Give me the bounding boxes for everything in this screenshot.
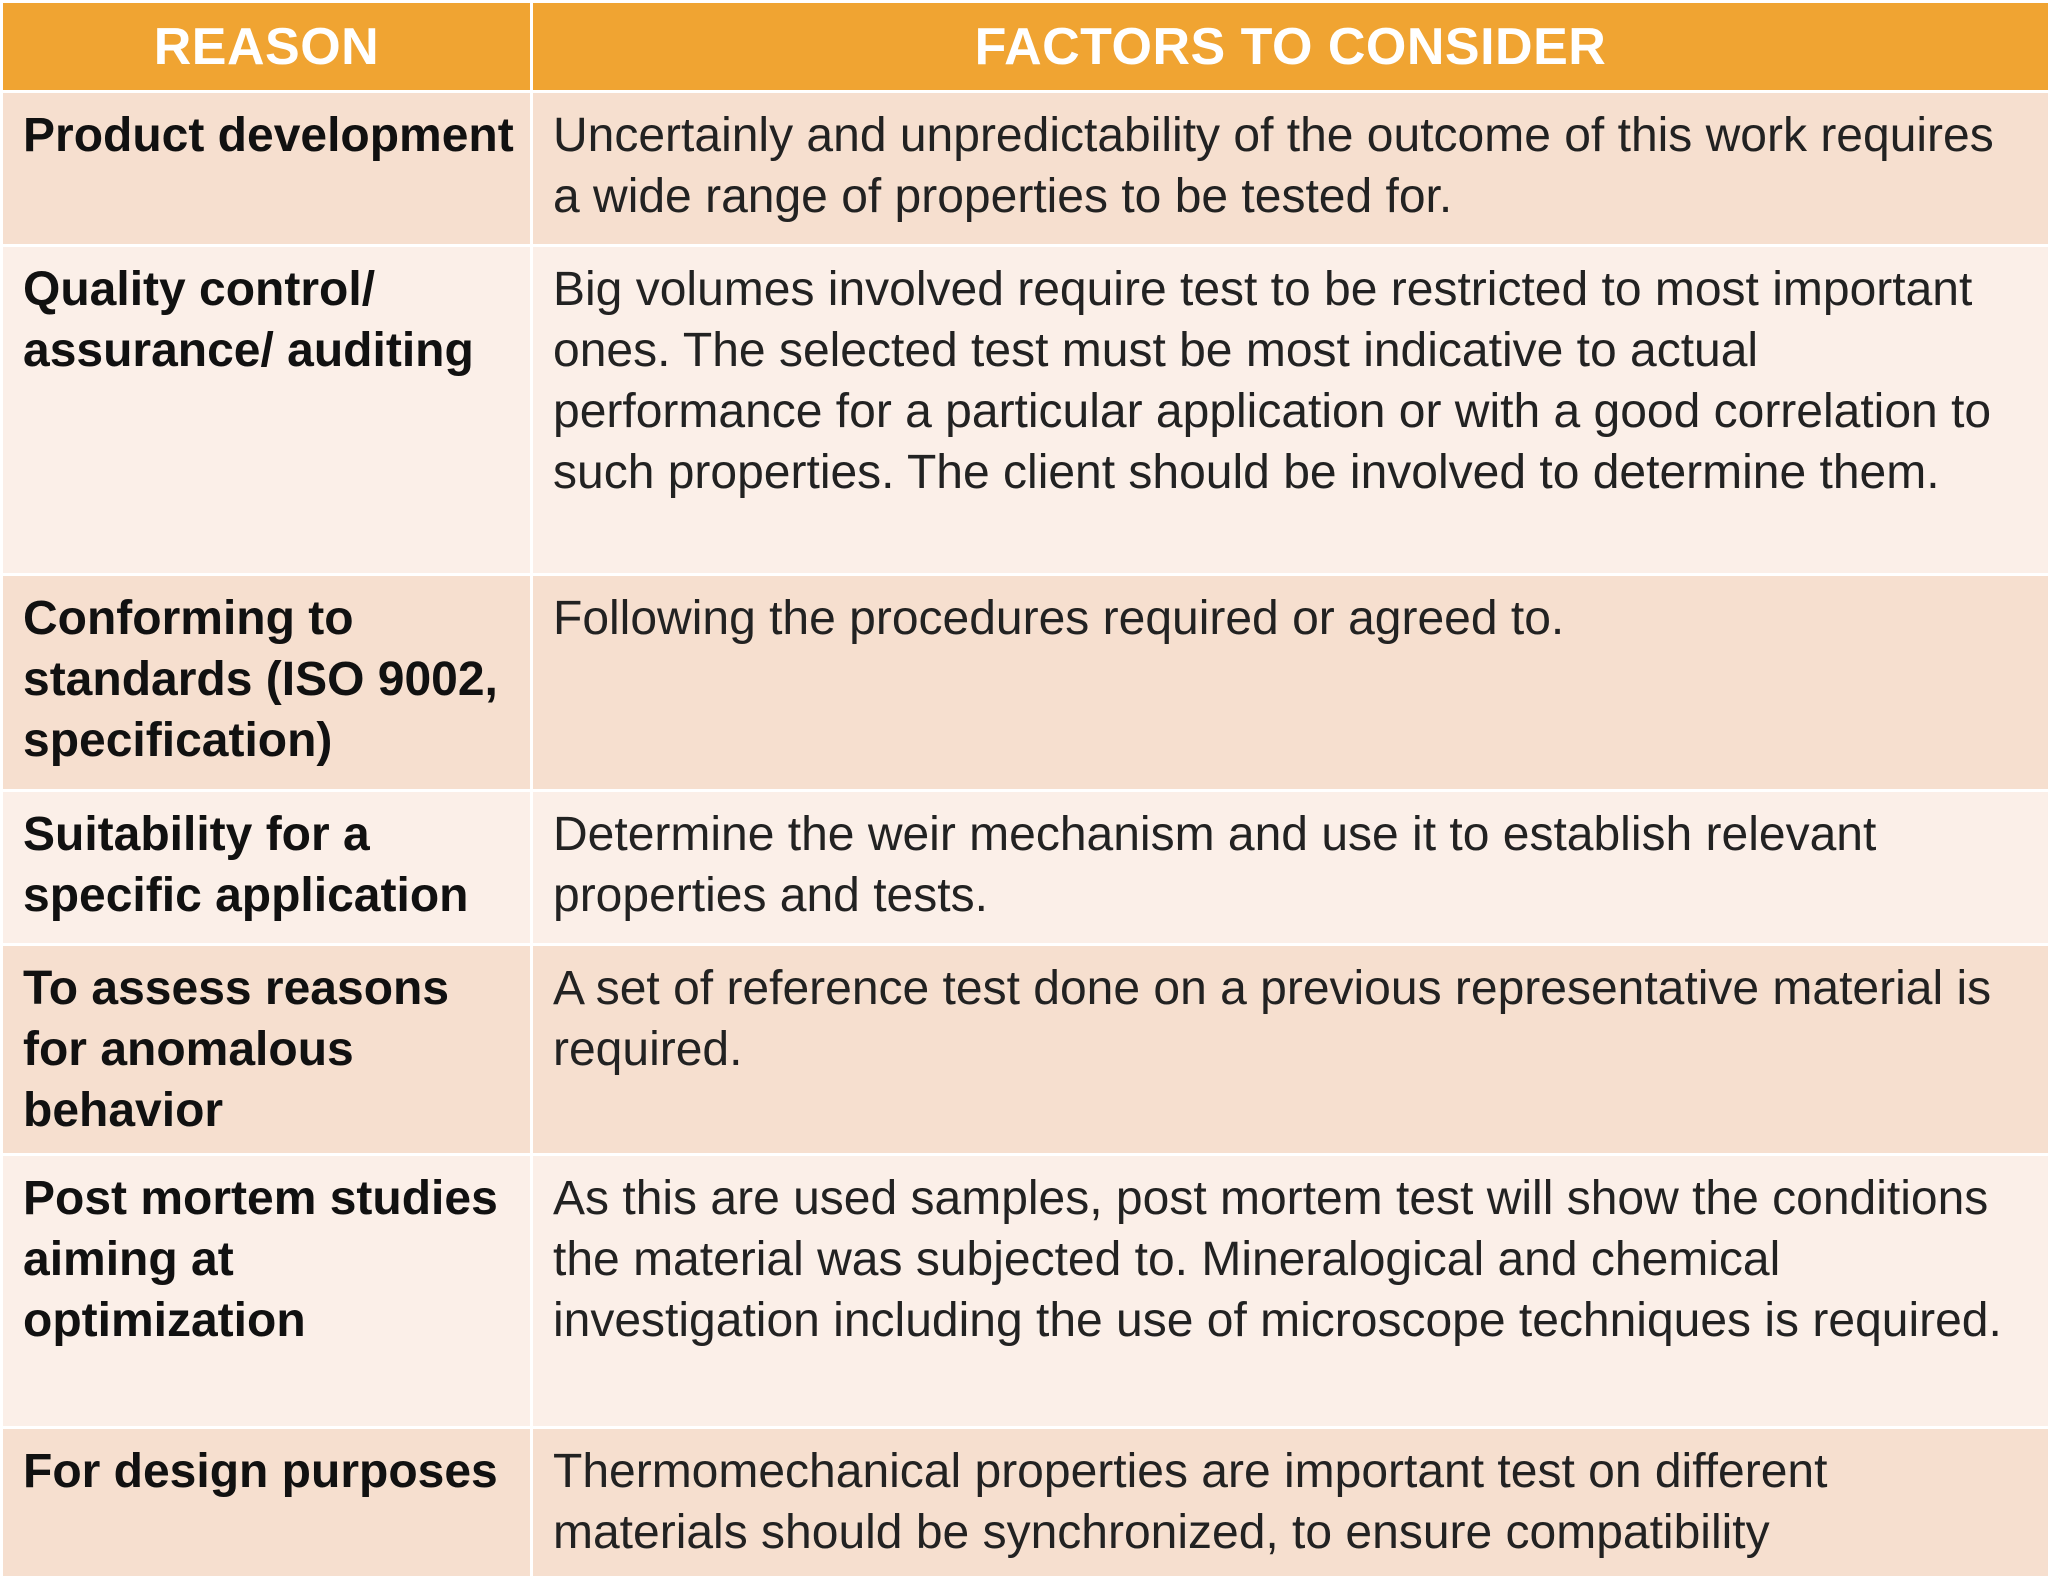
factors-cell: A set of reference test done on a previous representative material is required.	[532, 945, 2048, 1155]
table-header-row	[2, 2, 2048, 92]
table-row	[2, 575, 2048, 791]
factors-cell: Big volumes involved require test to be restricted to most important ones. The selected test must be most indicative to actual performance for a particular application or with a good correlation to such properties. The client should be involved to determine them.	[532, 246, 2048, 575]
reason-cell: Quality control/ assurance/ auditing	[2, 246, 532, 575]
reason-cell: Conforming to standards (ISO 9002, specification)	[2, 575, 532, 791]
factors-cell: Following the procedures required or agreed to.	[532, 575, 2048, 791]
reason-cell: Post mortem studies aiming at optimization	[2, 1155, 532, 1428]
table-row	[2, 1428, 2048, 1578]
reason-cell: Suitability for a specific application	[2, 791, 532, 945]
factors-cell: Uncertainly and unpredictability of the outcome of this work requires a wide range of properties to be tested for.	[532, 92, 2048, 246]
table-row	[2, 246, 2048, 575]
factors-cell: As this are used samples, post mortem test will show the conditions the material was subjected to. Mineralogical and chemical investigation including the use of microscope techniques is required.	[532, 1155, 2048, 1428]
reason-cell: To assess reasons for anomalous behavior	[2, 945, 532, 1155]
table-row	[2, 945, 2048, 1155]
factors-cell: Determine the weir mechanism and use it to establish relevant properties and tests.	[532, 791, 2048, 945]
reason-cell: Product development	[2, 92, 532, 246]
factors-cell: Thermomechanical properties are important test on different materials should be synchronized, to ensure compatibility	[532, 1428, 2048, 1578]
header-factors: FACTORS TO CONSIDER	[532, 2, 2048, 92]
table-row	[2, 791, 2048, 945]
header-reason: REASON	[2, 2, 532, 92]
table-row	[2, 1155, 2048, 1428]
reason-cell: For design purposes	[2, 1428, 532, 1578]
table-row	[2, 92, 2048, 246]
